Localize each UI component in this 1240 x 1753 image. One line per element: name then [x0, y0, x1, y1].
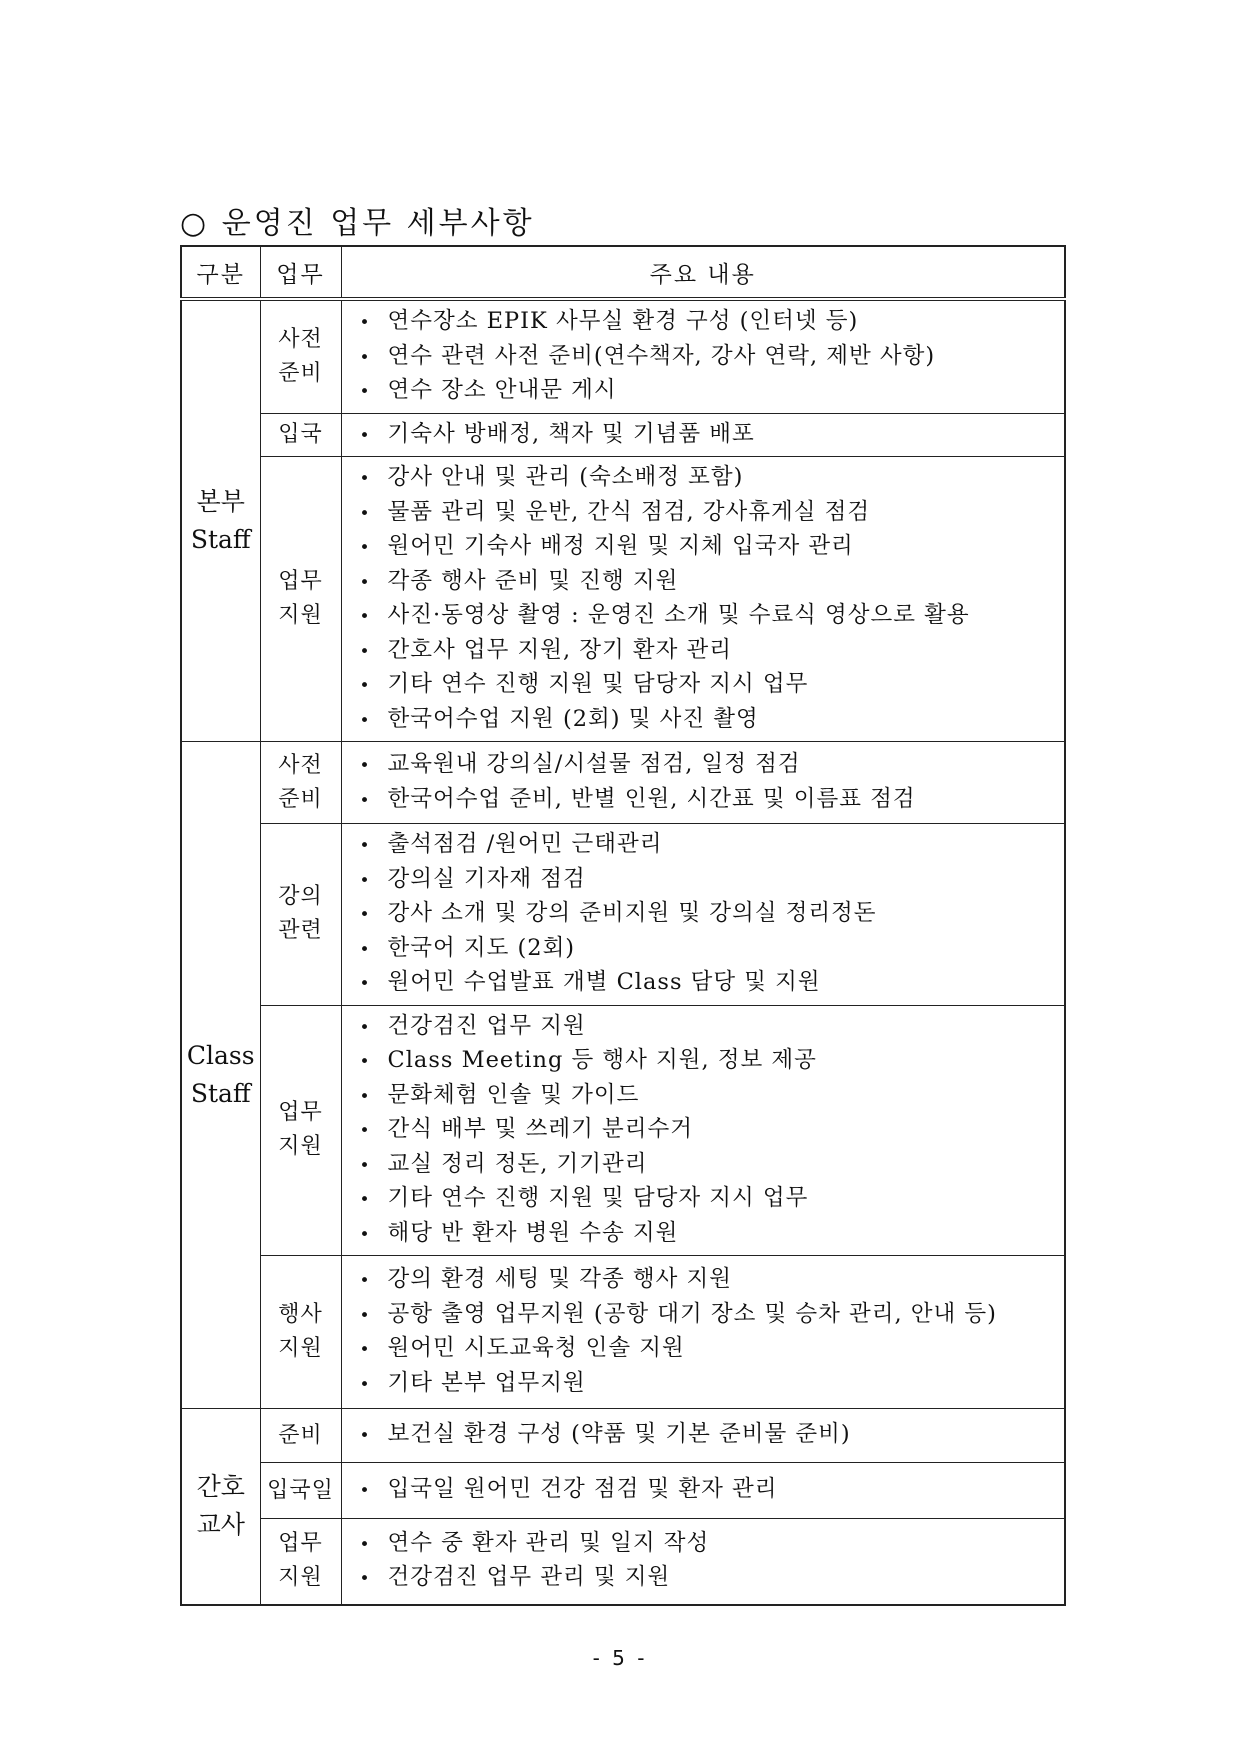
task-cell [260, 457, 341, 742]
group-cell-hq-staff [181, 299, 260, 742]
item-list [342, 1259, 1065, 1405]
list-item: • 기타 연수 진행 지원 및 담당자 지시 업무 [360, 1182, 1065, 1217]
list-item: • 각종 행사 준비 및 진행 지원 [360, 565, 1065, 600]
content-cell [341, 1256, 1065, 1409]
list-item: • 출석점검 /원어민 근태관리 [360, 828, 1065, 863]
task-cell [260, 1519, 341, 1605]
item-list [342, 457, 1065, 741]
list-item: • 한국어수업 지원 (2회) 및 사진 촬영 [360, 703, 1065, 738]
item-list [342, 744, 1065, 821]
list-item: • 기숙사 방배정, 책자 및 기념품 배포 [360, 418, 1065, 453]
header-task: 업무 [260, 246, 341, 299]
list-item: • 입국일 원어민 건강 점검 및 환자 관리 [360, 1473, 1065, 1508]
list-item: • 한국어 지도 (2회) [360, 932, 1065, 967]
list-item: • 해당 반 환자 병원 수송 지원 [360, 1217, 1065, 1252]
list-item: • 강사 소개 및 강의 준비지원 및 강의실 정리정돈 [360, 897, 1065, 932]
item-list [342, 1006, 1065, 1256]
list-item: • 교육원내 강의실/시설물 점검, 일정 점검 [360, 748, 1065, 783]
table-row [181, 299, 1065, 413]
list-item: • 연수 중 환자 관리 및 일지 작성 [360, 1527, 1065, 1562]
content-cell [341, 1005, 1065, 1256]
content-cell [341, 824, 1065, 1006]
task-label: 행사 지원 [278, 1302, 323, 1361]
list-item: • 건강검진 업무 지원 [360, 1010, 1065, 1045]
list-item: • 연수장소 EPIK 사무실 환경 구성 (인터넷 등) [360, 305, 1065, 340]
table-row [181, 1463, 1065, 1519]
table-row [181, 1256, 1065, 1409]
list-item: • 기타 본부 업무지원 [360, 1367, 1065, 1402]
task-cell [260, 1463, 341, 1519]
list-item: • 원어민 기숙사 배정 지원 및 지체 입국자 관리 [360, 530, 1065, 565]
task-cell [260, 824, 341, 1006]
list-item: • 물품 관리 및 운반, 간식 점검, 강사휴게실 점검 [360, 496, 1065, 531]
content-cell [341, 413, 1065, 457]
table-row [181, 1005, 1065, 1256]
task-cell [260, 1005, 341, 1256]
group-cell-nurse-teacher [181, 1409, 260, 1605]
list-item: • 강의실 기자재 점검 [360, 863, 1065, 898]
group-cell-class-staff [181, 742, 260, 1409]
task-cell [260, 413, 341, 457]
duty-table [180, 245, 1066, 1606]
table-row [181, 1409, 1065, 1463]
group-label: Class Staff [186, 1041, 255, 1108]
header-group: 구분 [181, 246, 260, 299]
task-label: 입국일 [267, 1477, 334, 1503]
section-title: ○ 운영진 업무 세부사항 [180, 206, 535, 241]
page-number: - 5 - [592, 1646, 648, 1670]
task-cell [260, 742, 341, 824]
content-cell [341, 1519, 1065, 1605]
list-item: • 연수 관련 사전 준비(연수책자, 강사 연락, 제반 사항) [360, 340, 1065, 375]
item-list [342, 414, 1065, 457]
table-row [181, 413, 1065, 457]
task-cell [260, 1409, 341, 1463]
table-row [181, 742, 1065, 824]
content-cell [341, 457, 1065, 742]
item-list [342, 1469, 1065, 1512]
item-list [342, 301, 1065, 413]
list-item: • 강사 안내 및 관리 (숙소배정 포함) [360, 461, 1065, 496]
content-cell [341, 742, 1065, 824]
task-label: 사전 준비 [278, 326, 323, 386]
list-item: • 문화체험 인솔 및 가이드 [360, 1079, 1065, 1114]
group-label: 본부 Staff [190, 487, 251, 554]
task-label: 업무 지원 [278, 1100, 323, 1160]
list-item: • 기타 연수 진행 지원 및 담당자 지시 업무 [360, 668, 1065, 703]
list-item: • 간호사 업무 지원, 장기 환자 관리 [360, 634, 1065, 669]
table-row [181, 1519, 1065, 1605]
list-item: • 공항 출영 업무지원 (공항 대기 장소 및 승차 관리, 안내 등) [360, 1298, 1065, 1333]
task-cell [260, 299, 341, 413]
table-header-row [181, 246, 1065, 299]
list-item: • 원어민 수업발표 개별 Class 담당 및 지원 [360, 966, 1065, 1001]
item-list [342, 824, 1065, 1005]
item-list [342, 1523, 1065, 1600]
list-item: • 간식 배부 및 쓰레기 분리수거 [360, 1113, 1065, 1148]
task-cell [260, 1256, 341, 1409]
item-list [342, 1414, 1065, 1457]
list-item: • 보건실 환경 구성 (약품 및 기본 준비물 준비) [360, 1418, 1065, 1453]
task-label: 사전 준비 [278, 752, 323, 812]
task-label: 준비 [278, 1422, 323, 1448]
header-content: 주요 내용 [341, 246, 1065, 299]
list-item: • Class Meeting 등 행사 지원, 정보 제공 [360, 1044, 1065, 1079]
list-item: • 원어민 시도교육청 인솔 지원 [360, 1332, 1065, 1367]
list-item: • 한국어수업 준비, 반별 인원, 시간표 및 이름표 점검 [360, 783, 1065, 818]
table-row [181, 824, 1065, 1006]
list-item: • 연수 장소 안내문 게시 [360, 374, 1065, 409]
content-cell [341, 1409, 1065, 1463]
list-item: • 건강검진 업무 관리 및 지원 [360, 1561, 1065, 1596]
table-row [181, 457, 1065, 742]
task-label: 입국 [278, 421, 323, 447]
task-label: 업무 지원 [278, 569, 323, 628]
group-label: 간호 교사 [196, 1472, 245, 1540]
content-cell [341, 1463, 1065, 1519]
content-cell [341, 299, 1065, 413]
list-item: • 교실 정리 정돈, 기기관리 [360, 1148, 1065, 1183]
list-item: • 사진·동영상 촬영 : 운영진 소개 및 수료식 영상으로 활용 [360, 599, 1065, 634]
task-label: 업무 지원 [278, 1531, 323, 1591]
task-label: 강의 관련 [278, 884, 323, 944]
list-item: • 강의 환경 세팅 및 각종 행사 지원 [360, 1263, 1065, 1298]
